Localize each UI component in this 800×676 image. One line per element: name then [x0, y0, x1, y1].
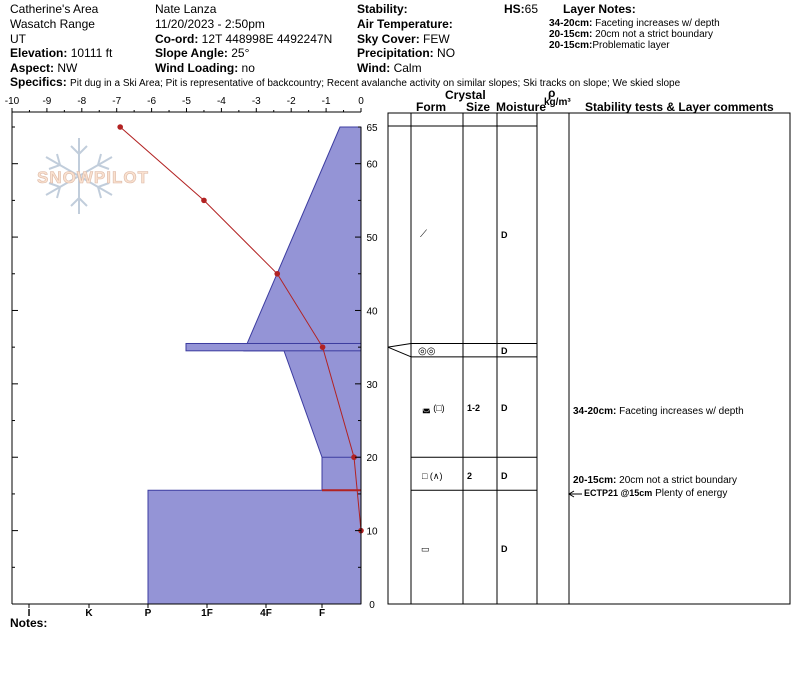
temperature-tick-label: -9: [42, 96, 52, 107]
hardness-tick-label: P: [144, 608, 152, 619]
layer-note-range: 20-15cm:: [549, 29, 593, 40]
date-time: 11/20/2023 - 2:50pm: [155, 17, 265, 31]
height-tick-label: 0: [369, 600, 375, 611]
temperature-tick-label: -8: [77, 96, 87, 107]
layer-form: ◎◎: [418, 346, 436, 357]
stability-label: Stability:: [357, 2, 408, 16]
layer-note-range: 20-15cm:: [549, 40, 593, 51]
layer-moisture: D: [501, 403, 508, 413]
layer-moisture: D: [501, 346, 508, 356]
height-tick-label: 40: [366, 306, 378, 318]
temperature-tick-label: -7: [112, 96, 122, 107]
state: UT: [10, 32, 26, 46]
air-temperature-label: Air Temperature:: [357, 17, 453, 31]
layer-note-text: Problematic layer: [592, 40, 670, 51]
form-header: Form: [416, 100, 446, 114]
height-tick-label: 10: [366, 526, 378, 538]
temperature-tick-label: -3: [251, 96, 261, 107]
temperature-point: [117, 124, 123, 130]
layer-comment-1: [573, 406, 744, 418]
height-tick-label: 30: [366, 379, 378, 391]
wind-loading-value: no: [241, 61, 255, 75]
height-tick-label: 50: [366, 233, 378, 245]
layer-form: □ (∧): [422, 471, 443, 481]
density-unit: kg/m³: [544, 97, 571, 108]
logo-text: SNOWPILOT: [37, 168, 149, 187]
temperature-point: [201, 198, 207, 204]
layer-note-text: Faceting increases w/ depth: [595, 18, 720, 29]
height-tick-label: 20: [366, 453, 378, 465]
layer-form: ◛ (□): [422, 403, 445, 413]
elevation-value: 10111 ft: [70, 46, 113, 60]
crystal-header: Crystal: [445, 88, 486, 102]
test-text: Plenty of energy: [655, 488, 728, 499]
layer-table: [388, 113, 790, 604]
size-header: Size: [466, 100, 491, 114]
wind-label: Wind:: [357, 61, 391, 75]
elevation-label: Elevation:: [10, 46, 68, 60]
slope-value: 25°: [231, 46, 250, 60]
coord-value: 12T 448998E 4492247N: [201, 32, 333, 46]
hardness-tick-label: 1F: [201, 608, 213, 619]
layer-note-range: 34-20cm:: [549, 18, 593, 29]
temperature-point: [320, 344, 326, 350]
comment-text: 20cm not a strict boundary: [619, 475, 737, 486]
layer-moisture: D: [501, 230, 508, 240]
wind-value: Calm: [393, 61, 422, 75]
aspect-value: NW: [57, 61, 78, 75]
specifics-value: Pit dug in a Ski Area; Pit is representative of backcountry; Recent avalanche activity on similar slopes; Ski tracks on slope; We skied slope: [70, 78, 681, 89]
hardness-axis: [28, 604, 325, 619]
temperature-axis: [5, 96, 364, 112]
specifics-label: Specifics:: [10, 75, 67, 89]
precip-value: NO: [437, 46, 456, 60]
rho-header: ρ: [548, 86, 556, 100]
layer-size: 2: [467, 471, 473, 481]
hs-value: 65: [524, 2, 539, 16]
observer: Nate Lanza: [155, 2, 217, 16]
temperature-tick-label: -6: [147, 96, 157, 107]
height-tick-label: 60: [366, 159, 378, 171]
hardness-tick-label: K: [85, 608, 93, 619]
test-name: ECTP21 @15cm: [584, 488, 653, 498]
sky-value: FEW: [423, 32, 450, 46]
coord-label: Co-ord:: [155, 32, 199, 46]
temperature-point: [274, 271, 280, 277]
moisture-header: Moisture: [496, 100, 547, 114]
layer-note-text: 20cm not a strict boundary: [595, 29, 713, 40]
precip-label: Precipitation:: [357, 46, 434, 60]
layer-notes-label: Layer Notes:: [563, 2, 636, 16]
comment-text: Faceting increases w/ depth: [619, 406, 744, 417]
layer-form: ⟋: [420, 229, 427, 240]
comment-range: 34-20cm:: [573, 406, 617, 417]
hardness-layer-shape: [148, 127, 361, 604]
layer-form: ▭: [421, 544, 430, 554]
temperature-tick-label: 0: [358, 96, 364, 107]
snowpilot-logo: [37, 138, 149, 214]
table-border: [388, 113, 790, 604]
slope-label: Slope Angle:: [155, 46, 228, 60]
layer-connector: [388, 347, 411, 357]
temperature-tick-label: -5: [182, 96, 191, 107]
sky-label: Sky Cover:: [357, 32, 420, 46]
hardness-profile: [148, 127, 361, 604]
layer-moisture: D: [501, 544, 508, 554]
temperature-tick-label: -10: [4, 96, 20, 107]
hs-label: HS:: [504, 2, 525, 16]
aspect-label: Aspect:: [10, 61, 55, 75]
wind-loading-label: Wind Loading:: [155, 61, 239, 75]
temperature-tick-label: -1: [321, 96, 331, 107]
location: Catherine's Area: [10, 2, 99, 16]
mountain-range: Wasatch Range: [10, 17, 95, 31]
layer-connector: [388, 343, 411, 347]
hardness-tick-label: 4F: [260, 608, 272, 619]
layer-size: 1-2: [467, 403, 481, 413]
height-tick-label: 65: [366, 123, 378, 134]
hardness-thin-layer: [186, 343, 361, 350]
temperature-tick-label: -2: [286, 96, 296, 107]
hardness-tick-label: I: [27, 608, 31, 619]
hardness-tick-label: F: [318, 608, 326, 619]
comments-header: Stability tests & Layer comments: [585, 100, 774, 114]
comment-range: 20-15cm:: [573, 475, 617, 486]
layer-moisture: D: [501, 471, 508, 481]
notes-label: Notes:: [10, 616, 48, 630]
stability-test: [584, 488, 727, 500]
layer-comment-2: [573, 475, 737, 487]
temperature-tick-label: -4: [216, 96, 226, 107]
